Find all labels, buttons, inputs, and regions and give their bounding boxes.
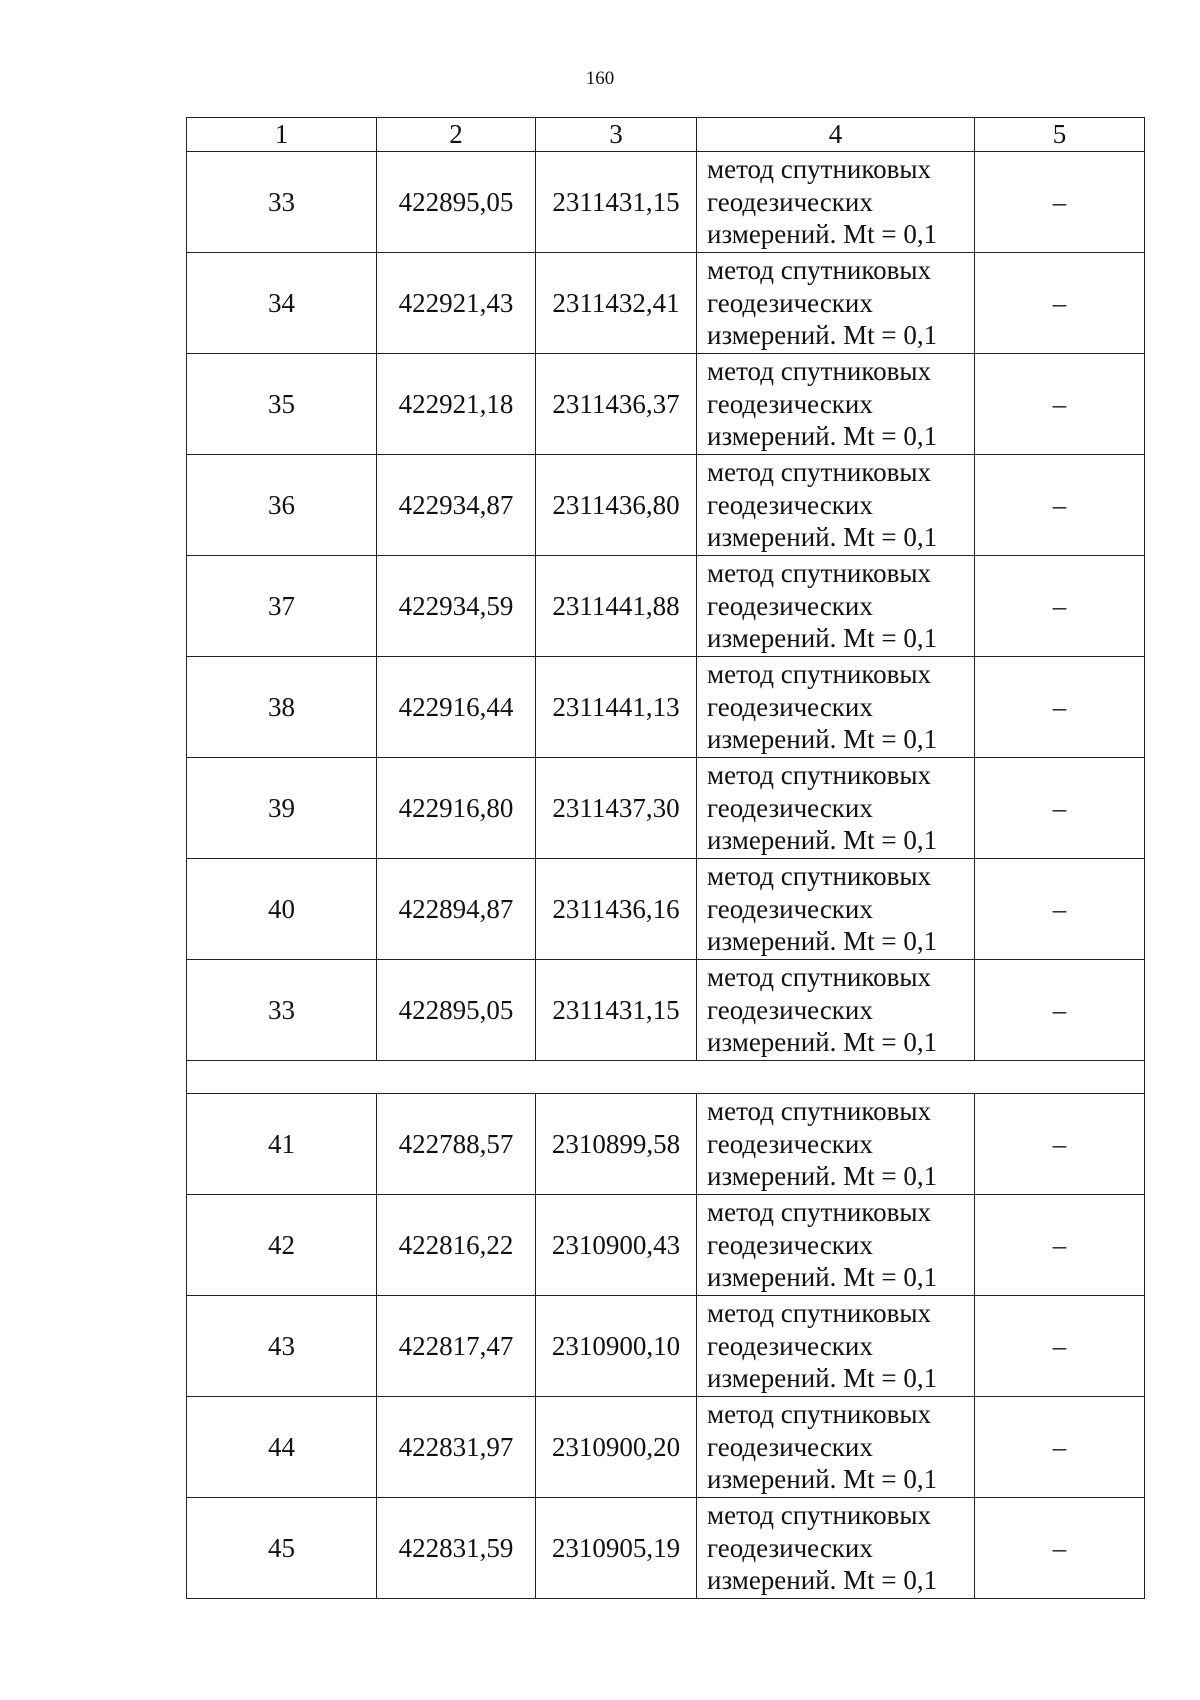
method-text-line: измерений. Mt = 0,1 xyxy=(707,926,938,956)
y-coordinate-cell: 2310900,43 xyxy=(536,1195,697,1296)
method-text-line: измерений. Mt = 0,1 xyxy=(707,1161,938,1191)
method-text-line: геодезических xyxy=(707,792,873,823)
method-cell xyxy=(697,152,975,253)
y-coordinate-cell: 2311441,88 xyxy=(536,556,697,657)
y-coordinate-cell: 2310900,20 xyxy=(536,1397,697,1498)
table-row xyxy=(187,152,1145,253)
x-coordinate-cell: 422895,05 xyxy=(377,960,536,1061)
group-separator-cell xyxy=(187,1061,1145,1094)
method-text-line: геодезических xyxy=(707,590,873,621)
method-cell xyxy=(697,1094,975,1195)
table-row xyxy=(187,1296,1145,1397)
y-coordinate-cell: 2311437,30 xyxy=(536,758,697,859)
column-header: 3 xyxy=(536,118,697,152)
table-row xyxy=(187,1498,1145,1599)
point-number-cell: 42 xyxy=(187,1195,377,1296)
y-coordinate-cell: 2310905,19 xyxy=(536,1498,697,1599)
table-row xyxy=(187,455,1145,556)
table-body xyxy=(187,152,1145,1599)
method-text-line: измерений. Mt = 0,1 xyxy=(707,421,938,451)
method-text-line: геодезических xyxy=(707,1431,873,1462)
method-text-line: геодезических xyxy=(707,893,873,924)
note-cell: – xyxy=(975,1094,1145,1195)
method-cell xyxy=(697,1296,975,1397)
point-number-cell: 44 xyxy=(187,1397,377,1498)
method-text-line: метод спутниковых xyxy=(707,1096,931,1126)
method-text-line: измерений. Mt = 0,1 xyxy=(707,623,938,653)
method-cell xyxy=(697,556,975,657)
method-text-line: геодезических xyxy=(707,388,873,419)
table-row xyxy=(187,758,1145,859)
column-header: 1 xyxy=(187,118,377,152)
method-cell xyxy=(697,758,975,859)
table-row xyxy=(187,657,1145,758)
header-row xyxy=(187,118,1145,152)
x-coordinate-cell: 422816,22 xyxy=(377,1195,536,1296)
method-text-line: измерений. Mt = 0,1 xyxy=(707,1363,938,1393)
x-coordinate-cell: 422831,59 xyxy=(377,1498,536,1599)
point-number-cell: 43 xyxy=(187,1296,377,1397)
point-number-cell: 33 xyxy=(187,960,377,1061)
y-coordinate-cell: 2311436,80 xyxy=(536,455,697,556)
point-number-cell: 40 xyxy=(187,859,377,960)
note-cell: – xyxy=(975,758,1145,859)
method-text-line: измерений. Mt = 0,1 xyxy=(707,724,938,754)
method-text-line: измерений. Mt = 0,1 xyxy=(707,825,938,855)
point-number-cell: 39 xyxy=(187,758,377,859)
note-cell: – xyxy=(975,556,1145,657)
x-coordinate-cell: 422921,18 xyxy=(377,354,536,455)
point-number-cell: 35 xyxy=(187,354,377,455)
x-coordinate-cell: 422934,87 xyxy=(377,455,536,556)
table-row xyxy=(187,556,1145,657)
note-cell: – xyxy=(975,859,1145,960)
table-row xyxy=(187,354,1145,455)
method-cell xyxy=(697,859,975,960)
method-text-line: измерений. Mt = 0,1 xyxy=(707,1027,938,1057)
x-coordinate-cell: 422921,43 xyxy=(377,253,536,354)
y-coordinate-cell: 2311431,15 xyxy=(536,960,697,1061)
column-header: 2 xyxy=(377,118,536,152)
x-coordinate-cell: 422831,97 xyxy=(377,1397,536,1498)
x-coordinate-cell: 422916,44 xyxy=(377,657,536,758)
table-row xyxy=(187,1195,1145,1296)
y-coordinate-cell: 2310900,10 xyxy=(536,1296,697,1397)
x-coordinate-cell: 422894,87 xyxy=(377,859,536,960)
method-cell xyxy=(697,960,975,1061)
y-coordinate-cell: 2311431,15 xyxy=(536,152,697,253)
method-text-line: метод спутниковых xyxy=(707,1298,931,1328)
point-number-cell: 45 xyxy=(187,1498,377,1599)
method-text-line: геодезических xyxy=(707,691,873,722)
note-cell: – xyxy=(975,253,1145,354)
group-separator-row xyxy=(187,1061,1145,1094)
method-cell xyxy=(697,253,975,354)
method-text-line: геодезических xyxy=(707,489,873,520)
y-coordinate-cell: 2311436,37 xyxy=(536,354,697,455)
method-text-line: метод спутниковых xyxy=(707,356,931,386)
method-text-line: метод спутниковых xyxy=(707,861,931,891)
point-number-cell: 36 xyxy=(187,455,377,556)
method-text-line: геодезических xyxy=(707,1532,873,1563)
column-header: 4 xyxy=(697,118,975,152)
table-row xyxy=(187,1094,1145,1195)
method-text-line: метод спутниковых xyxy=(707,962,931,992)
method-cell xyxy=(697,354,975,455)
method-text-line: измерений. Mt = 0,1 xyxy=(707,1262,938,1292)
column-header: 5 xyxy=(975,118,1145,152)
x-coordinate-cell: 422817,47 xyxy=(377,1296,536,1397)
note-cell: – xyxy=(975,1498,1145,1599)
table-row xyxy=(187,253,1145,354)
method-text-line: измерений. Mt = 0,1 xyxy=(707,320,938,350)
method-text-line: метод спутниковых xyxy=(707,457,931,487)
y-coordinate-cell: 2311441,13 xyxy=(536,657,697,758)
point-number-cell: 37 xyxy=(187,556,377,657)
method-text-line: геодезических xyxy=(707,1128,873,1159)
table-row xyxy=(187,960,1145,1061)
method-text-line: метод спутниковых xyxy=(707,1197,931,1227)
x-coordinate-cell: 422788,57 xyxy=(377,1094,536,1195)
x-coordinate-cell: 422916,80 xyxy=(377,758,536,859)
note-cell: – xyxy=(975,960,1145,1061)
method-text-line: измерений. Mt = 0,1 xyxy=(707,1464,938,1494)
method-cell xyxy=(697,1498,975,1599)
y-coordinate-cell: 2311436,16 xyxy=(536,859,697,960)
method-text-line: геодезических xyxy=(707,1330,873,1361)
point-number-cell: 33 xyxy=(187,152,377,253)
table-row xyxy=(187,859,1145,960)
note-cell: – xyxy=(975,1296,1145,1397)
method-text-line: геодезических xyxy=(707,994,873,1025)
method-text-line: метод спутниковых xyxy=(707,659,931,689)
note-cell: – xyxy=(975,1195,1145,1296)
method-text-line: метод спутниковых xyxy=(707,760,931,790)
y-coordinate-cell: 2310899,58 xyxy=(536,1094,697,1195)
coordinates-table xyxy=(186,117,1145,1599)
page-number: 160 xyxy=(585,68,615,89)
method-text-line: измерений. Mt = 0,1 xyxy=(707,219,938,249)
note-cell: – xyxy=(975,354,1145,455)
note-cell: – xyxy=(975,1397,1145,1498)
method-text-line: геодезических xyxy=(707,186,873,217)
y-coordinate-cell: 2311432,41 xyxy=(536,253,697,354)
x-coordinate-cell: 422895,05 xyxy=(377,152,536,253)
method-text-line: геодезических xyxy=(707,1229,873,1260)
note-cell: – xyxy=(975,455,1145,556)
method-text-line: измерений. Mt = 0,1 xyxy=(707,1565,938,1595)
note-cell: – xyxy=(975,152,1145,253)
note-cell: – xyxy=(975,657,1145,758)
point-number-cell: 41 xyxy=(187,1094,377,1195)
method-cell xyxy=(697,1195,975,1296)
method-text-line: геодезических xyxy=(707,287,873,318)
table-row xyxy=(187,1397,1145,1498)
method-text-line: метод спутниковых xyxy=(707,255,931,285)
method-cell xyxy=(697,455,975,556)
point-number-cell: 34 xyxy=(187,253,377,354)
method-text-line: измерений. Mt = 0,1 xyxy=(707,522,938,552)
method-cell xyxy=(697,1397,975,1498)
point-number-cell: 38 xyxy=(187,657,377,758)
x-coordinate-cell: 422934,59 xyxy=(377,556,536,657)
method-text-line: метод спутниковых xyxy=(707,1399,931,1429)
method-text-line: метод спутниковых xyxy=(707,1500,931,1530)
method-cell xyxy=(697,657,975,758)
method-text-line: метод спутниковых xyxy=(707,154,931,184)
method-text-line: метод спутниковых xyxy=(707,558,931,588)
